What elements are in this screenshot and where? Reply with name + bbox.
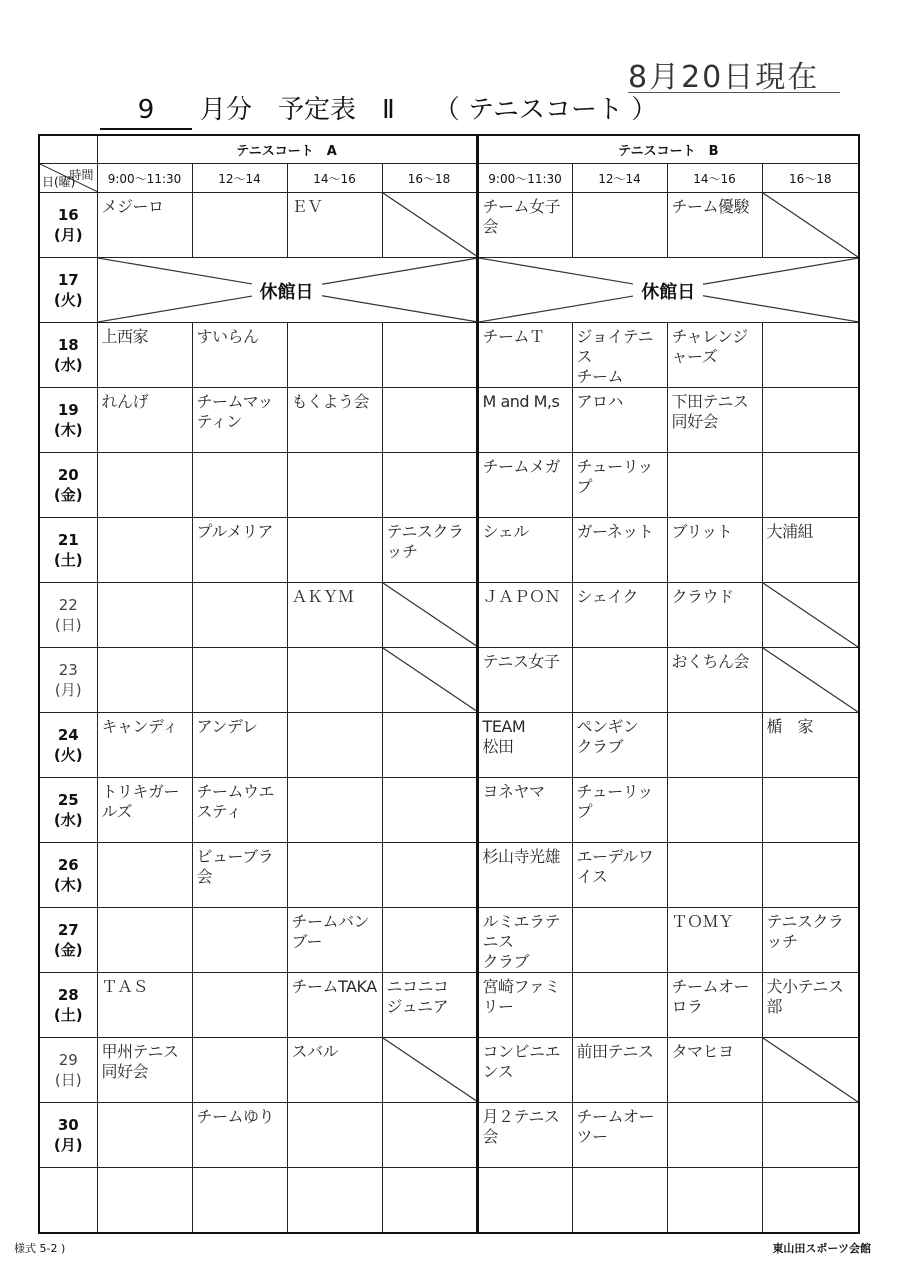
table-row [39,713,859,778]
booking-name: コンビニエンス [482,1042,561,1081]
schedule-cell [572,323,667,388]
booking-name: ＪＡＰＯＮ [482,587,561,606]
booking-name: チューリップ [576,457,653,496]
corner-time-label: 時間 [69,168,94,182]
schedule-cell [97,518,192,583]
schedule-cell [572,1038,667,1103]
slot-a-2: 12～14 [192,164,287,193]
table-row [39,1038,859,1103]
day-number: 28 [57,986,79,1004]
schedule-cell [382,583,477,648]
schedule-cell [477,1168,572,1234]
schedule-cell [667,1168,762,1234]
schedule-cell [382,1103,477,1168]
schedule-cell [667,908,762,973]
schedule-cell [287,388,382,453]
booking-name: チューリップ [576,782,653,821]
booking-name: トリキガールズ [101,782,180,821]
booking-name: 上西家 [101,327,149,346]
schedule-cell [667,648,762,713]
day-number: 18 [57,336,79,354]
schedule-cell [667,388,762,453]
schedule-cell [572,1103,667,1168]
slot-b-3: 14～16 [667,164,762,193]
booking-name: れんげ [101,392,149,411]
unavailable-slash [383,1038,478,1102]
day-of-week: (木) [53,876,83,894]
booking-name: チームゆり [196,1107,275,1126]
day-cell [39,778,97,843]
schedule-cell [477,518,572,583]
schedule-cell [762,1103,859,1168]
schedule-cell [762,778,859,843]
header-blank [39,135,97,164]
booking-name: メジーロ [101,197,164,216]
schedule-cell [667,518,762,583]
day-of-week: (火) [53,746,83,764]
schedule-cell [192,713,287,778]
schedule-cell [477,453,572,518]
table-row [39,973,859,1038]
schedule-cell [192,323,287,388]
booking-name: ジョイテニス チーム [576,327,654,386]
schedule-cell [382,323,477,388]
slot-a-1: 9:00～11:30 [97,164,192,193]
schedule-cell [382,518,477,583]
booking-name: アロハ [576,392,624,411]
table-row [39,1103,859,1168]
schedule-cell [382,1168,477,1234]
table-row [39,583,859,648]
table-row [39,518,859,583]
schedule-cell [287,908,382,973]
booking-name: エーデルワイス [576,847,654,886]
schedule-cell [287,1168,382,1234]
closed-cell-a [97,258,477,323]
schedule-cell [382,388,477,453]
schedule-cell [192,518,287,583]
day-cell [39,193,97,258]
schedule-cell [477,843,572,908]
booking-name: チームバンブー [291,912,370,951]
booking-name: チャレンジャーズ [671,327,748,366]
schedule-cell [192,908,287,973]
schedule-cell [382,778,477,843]
schedule-cell [382,193,477,258]
page-title [0,92,905,132]
header-row-slots [39,164,859,193]
closed-cell-b [477,258,859,323]
booking-name: ペンギン クラブ [576,717,639,756]
day-number: 16 [57,206,79,224]
schedule-cell [97,843,192,908]
booking-name: テニスクラッチ [386,522,464,561]
unavailable-slash [383,193,478,257]
booking-name: チーム女子会 [482,197,561,236]
unavailable-slash [763,583,858,647]
booking-name: すいらん [196,327,259,346]
slot-b-4: 16～18 [762,164,859,193]
schedule-cell [287,193,382,258]
schedule-cell [572,518,667,583]
booking-name: M and M,s [482,392,560,411]
schedule-cell [192,583,287,648]
table-row [39,388,859,453]
day-number: 17 [57,271,79,289]
unavailable-slash [763,648,858,712]
schedule-cell [762,388,859,453]
schedule-cell [192,778,287,843]
day-cell [39,323,97,388]
schedule-cell [382,843,477,908]
booking-name: ヨネヤマ [482,782,545,801]
booking-name: ビューブラ会 [196,847,274,886]
day-of-week: (日) [54,1071,82,1089]
table-row [39,908,859,973]
schedule-cell [97,973,192,1038]
schedule-cell [667,583,762,648]
booking-name: チームメガ [482,457,561,476]
day-cell [39,258,97,323]
schedule-cell [762,193,859,258]
booking-name: 月２テニス会 [482,1107,560,1146]
booking-name: クラウド [671,587,734,606]
schedule-cell [287,1038,382,1103]
booking-name: チームオーツー [576,1107,655,1146]
day-number: 19 [57,401,79,419]
corner-day-label: 日(曜) [42,175,76,189]
booking-name: 大浦組 [766,522,814,541]
schedule-cell [762,453,859,518]
schedule-cell [382,648,477,713]
schedule-cell [762,323,859,388]
booking-name: 杉山寺光雄 [482,847,561,866]
table-row [39,648,859,713]
schedule-cell [477,388,572,453]
title-month: 9 [100,92,192,130]
day-cell [39,843,97,908]
schedule-cell [97,778,192,843]
schedule-cell [762,843,859,908]
schedule-cell [287,583,382,648]
schedule-cell [762,1168,859,1234]
schedule-cell [572,973,667,1038]
court-a-header: テニスコート A [97,135,477,164]
schedule-cell [97,453,192,518]
schedule-cell [572,908,667,973]
day-of-week: (土) [53,551,83,569]
day-of-week: (月) [54,681,82,699]
title-text: 月分 予定表 Ⅱ （ テニスコート ） [200,95,658,125]
booking-name: ＴＡＳ [101,977,149,996]
schedule-cell [667,778,762,843]
table-row [39,453,859,518]
day-cell [39,1038,97,1103]
booking-name: チームマッティン [196,392,274,431]
booking-name: TEAM 松田 [482,717,526,756]
schedule-cell [762,648,859,713]
day-cell [39,388,97,453]
schedule-cell [667,973,762,1038]
booking-name: チームオーロラ [671,977,750,1016]
schedule-cell [287,323,382,388]
booking-name: 犬小テニス部 [766,977,844,1016]
day-number: 22 [58,596,78,614]
schedule-cell [477,778,572,843]
schedule-cell [192,453,287,518]
schedule-cell [382,1038,477,1103]
day-cell [39,713,97,778]
table-row [39,843,859,908]
schedule-cell [762,908,859,973]
schedule-cell [667,453,762,518]
schedule-cell [572,388,667,453]
booking-name: 下田テニス 同好会 [671,392,749,431]
schedule-cell [382,453,477,518]
schedule-cell [97,648,192,713]
day-number: 26 [57,856,79,874]
schedule-cell [667,1038,762,1103]
booking-name: 前田テニス [576,1042,654,1061]
booking-name: おくちん会 [671,652,750,671]
day-number: 30 [57,1116,79,1134]
schedule-cell [287,1103,382,1168]
booking-name: シェイク [576,587,638,606]
booking-name: チームTAKA [291,977,377,996]
schedule-cell [192,1103,287,1168]
schedule-cell [667,1103,762,1168]
schedule-cell [97,713,192,778]
schedule-cell [97,1038,192,1103]
schedule-cell [477,583,572,648]
day-of-week: (木) [53,421,83,439]
booking-name: チーム優駿 [671,197,750,216]
day-cell [39,518,97,583]
booking-name: 宮崎ファミリー [482,977,560,1016]
schedule-cell [477,1103,572,1168]
schedule-cell [667,193,762,258]
table-row [39,1168,859,1234]
closed-label: 休館日 [633,282,703,303]
unavailable-slash [383,583,478,647]
schedule-cell [572,193,667,258]
header-row-courts [39,135,859,164]
schedule-cell [287,713,382,778]
schedule-cell [97,1103,192,1168]
booking-name: アンデレ [196,717,258,736]
day-of-week: (金) [53,486,83,504]
day-of-week: (水) [53,811,83,829]
schedule-cell [192,1038,287,1103]
day-number: 25 [57,791,79,809]
schedule-cell [97,193,192,258]
schedule-cell [762,713,859,778]
day-cell [39,648,97,713]
day-of-week: (火) [53,291,83,309]
schedule-cell [572,713,667,778]
schedule-cell [572,583,667,648]
day-cell [39,973,97,1038]
day-number: 21 [57,531,79,549]
schedule-cell [477,648,572,713]
booking-name: ニコニコ ジュニア [386,977,449,1016]
schedule-table [38,134,860,1234]
schedule-cell [477,1038,572,1103]
day-cell [39,1103,97,1168]
booking-name: テニスクラッチ [766,912,844,951]
table-row [39,323,859,388]
unavailable-slash [763,193,858,257]
day-cell [39,453,97,518]
closed-label-wrap [98,278,476,304]
booking-name: チームウエスティ [196,782,275,821]
schedule-cell [382,713,477,778]
day-number: 29 [58,1051,78,1069]
facility-name: 東山田スポーツ会館 [772,1242,871,1255]
schedule-cell [572,778,667,843]
day-number: 27 [57,921,79,939]
slot-a-3: 14～16 [287,164,382,193]
booking-name: ブリット [671,522,733,541]
closed-label-wrap [479,278,859,304]
day-of-week: (金) [53,941,83,959]
booking-name: スバル [291,1042,339,1061]
schedule-cell [667,323,762,388]
schedule-cell [382,973,477,1038]
schedule-cell [192,648,287,713]
schedule-cell [192,1168,287,1234]
day-number: 24 [57,726,79,744]
booking-name: 楯 家 [766,717,814,736]
day-of-week: (日) [54,616,82,634]
day-cell [39,1168,97,1234]
closed-label: 休館日 [252,282,322,303]
schedule-cell [287,648,382,713]
schedule-cell [477,323,572,388]
booking-name: もくよう会 [291,392,370,411]
court-b-header: テニスコート B [477,135,859,164]
schedule-cell [287,518,382,583]
schedule-cell [762,1038,859,1103]
table-row [39,193,859,258]
schedule-cell [97,908,192,973]
schedule-cell [287,973,382,1038]
booking-name: チームＴ [482,327,545,346]
day-of-week: (月) [53,1136,83,1154]
schedule-cell [477,973,572,1038]
schedule-cell [192,388,287,453]
booking-name: ルミエラテニス クラブ [482,912,561,971]
schedule-cell [667,713,762,778]
day-cell [39,908,97,973]
schedule-cell [572,843,667,908]
slot-b-2: 12～14 [572,164,667,193]
table-row [39,258,859,323]
day-of-week: (水) [53,356,83,374]
schedule-cell [287,778,382,843]
schedule-cell [572,453,667,518]
unavailable-slash [763,1038,858,1102]
schedule-cell [97,388,192,453]
schedule-cell [762,583,859,648]
booking-name: ＴＯＭＹ [671,912,734,931]
schedule-cell [572,648,667,713]
day-number: 23 [58,661,78,679]
schedule-cell [192,843,287,908]
booking-name: ガーネット [576,522,654,541]
schedule-cell [287,453,382,518]
schedule-cell [572,1168,667,1234]
schedule-cell [477,908,572,973]
booking-name: タマヒヨ [671,1042,734,1061]
schedule-cell [762,973,859,1038]
day-number: 20 [57,466,79,484]
day-of-week: (月) [53,226,83,244]
schedule-cell [477,193,572,258]
schedule-cell [477,713,572,778]
schedule-cell [382,908,477,973]
slot-b-1: 9:00～11:30 [477,164,572,193]
schedule-cell [192,973,287,1038]
day-of-week: (土) [53,1006,83,1024]
date-stamp: 8月20日現在 [628,52,840,93]
schedule-cell [97,583,192,648]
schedule-cell [667,843,762,908]
day-cell [39,583,97,648]
schedule-cell [97,323,192,388]
schedule-cell [287,843,382,908]
booking-name: ＡＫＹＭ [291,587,354,606]
corner-cell [39,164,97,193]
booking-name: キャンディ [101,717,178,736]
booking-name: ＥＶ [291,197,323,216]
schedule-cell [97,1168,192,1234]
slot-a-4: 16～18 [382,164,477,193]
booking-name: シェル [482,522,529,541]
form-number: 様式 5-2 ) [14,1242,66,1255]
booking-name: 甲州テニス 同好会 [101,1042,179,1081]
table-row [39,778,859,843]
schedule-cell [192,193,287,258]
booking-name: プルメリア [196,522,273,541]
schedule-cell [762,518,859,583]
booking-name: テニス女子 [482,652,560,671]
unavailable-slash [383,648,478,712]
